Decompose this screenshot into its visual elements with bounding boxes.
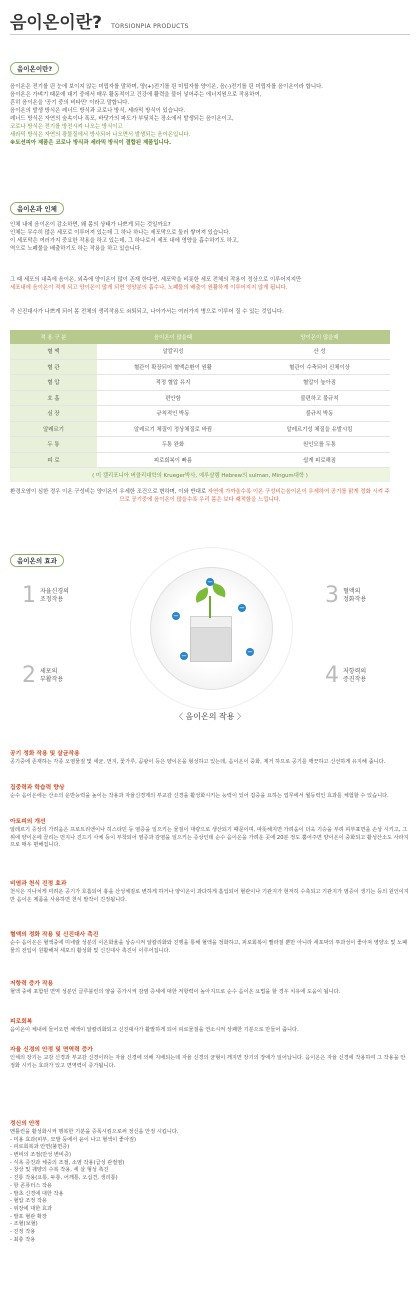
effect-item xyxy=(10,878,410,904)
effects-caption: 〈 음이온의 작용 〉 xyxy=(175,712,245,721)
effect-label xyxy=(343,668,366,684)
effect-item-text: 혈액 중에 포함된 면역 성분인 글루블린의 양을 증가시켜 감염 증세에 대한 저항력이 높아지므로 순수 음이온 요법을 할 경우 치유에 도움이 됩니다. xyxy=(10,989,341,995)
effect-label-line: 증진작용 xyxy=(343,676,367,683)
effect-label xyxy=(40,668,63,684)
section-anion-body xyxy=(10,196,410,215)
table-cell: 알레르기 xyxy=(10,421,97,437)
page-header xyxy=(10,8,410,33)
comparison-table xyxy=(10,330,390,468)
list-item: - 혈압 조정 작용 xyxy=(10,1198,47,1205)
cube-illustration xyxy=(190,624,232,662)
table-cell: 알레르기 체질이 정상체질로 바뀜 xyxy=(97,421,249,437)
effect-number: 3 xyxy=(325,583,339,608)
text-line: 흔히 음이온을 '공기 중의 비타민' 이라고 말합니다. xyxy=(10,100,130,106)
text-line: 음이온은 가벼기 때문에 대기 중에서 매우 활동적이고 건강에 활력을 불어 넣어주는 에너지원으로 작용하여, xyxy=(10,92,262,98)
table-cell: 알칼리성 xyxy=(97,344,249,359)
effect-item-text: 공기중에 존재하는 각종 오염물질 및 세균, 먼지, 꽃가루, 곰팡이 등은 양이온을 형성하고 있는데, 음이온이 중화, 제거 하므로 공기를 깨끗하고 신선하게 유지해 줍니다. xyxy=(10,759,386,765)
table-cell: 심 장 xyxy=(10,406,97,422)
mental-section xyxy=(10,1118,410,1244)
table-cell: 두 통 xyxy=(10,437,97,453)
section2-paragraph-2 xyxy=(10,276,410,292)
table-header: 양이온이 많을때 xyxy=(249,330,390,344)
effect-item-title: 저항력 증가 작용 xyxy=(10,981,54,987)
text-line: 코로나 방식은 전기를 방전시켜 나오는 방식이고 xyxy=(10,124,123,130)
mental-list xyxy=(10,1137,410,1245)
effect-item xyxy=(10,748,410,767)
page-subtitle: TORSIONPIA PRODUCTS xyxy=(111,23,189,30)
list-item: - 창상 및 궤양의 수복 작용, 세 살 형성 촉진 xyxy=(10,1167,109,1174)
mental-intro: 멘틀린을 활성화시켜 행복한 기분을 증폭시킴으로써 정신을 안정 시킵니다. xyxy=(10,1129,179,1135)
table-row xyxy=(10,344,390,359)
list-item: - 피로회복과 안면(불면증) xyxy=(10,1144,70,1151)
ion-icon: − xyxy=(247,648,253,656)
table-cell: 혈압이 높아짐 xyxy=(249,375,390,391)
effect-item-text: 순수 음이온에는 산소의 운반능력을 높이는 작용과 자율신경계의 부교감 신경을 활성화시키는 능력이 있어 집중을 요하는 업무에서 월등력인 효과를 체험할 수 있습니다. xyxy=(10,793,389,799)
list-item: - 진통 작용(요통, 두통, 어깨통, 오십견, 생리통) xyxy=(10,1175,118,1182)
section2-paragraph-3: 즉 신진대사가 나쁘게 되어 몸 전체의 생리작용도 쇠퇴되고, 나아가서는 여러가지 병으로 이루어 질 수 있는 것입니다. xyxy=(10,309,284,315)
text-line: 음이온은 전기를 띈 눈에 보이지 않는 미립자를 말하며, 양(+)전기를 띈 미립자를 양이온, 음(-)전기를 띈 미립자를 음이온이라 합니다. xyxy=(10,84,324,90)
effect-label-line: 자율신경의 xyxy=(40,588,69,595)
text-line: 세라믹 방식은 자연의 광물질에서 방사되어 나오면서 발생되는 음이온입니다. xyxy=(10,132,191,138)
table-row xyxy=(10,359,390,375)
table-cell: 혈 액 xyxy=(10,344,97,359)
effect-item-title: 아토피의 개선 xyxy=(10,819,46,825)
effect-item xyxy=(10,782,410,801)
effect-item-text: 알레르기 증상의 가려움은 프로트리엔이나 히스타민 등 염증을 일으키는 물질이 대량으로 생산되기 때문이며, 따뜻해지면 가려움이 더욱 기승을 부려 피부표면을 손상 시키고, 그 위에 양이온에 끌리는 먼지나 진드기 사체 등이 부착되어 염증과 감염을 일으키는 증상인데 순수 음이온을 가려운 곳에 20분 정도 뿜어주면 양이온이 중화되고 활성산소도 사라지므로 매우 편해집니다. xyxy=(10,827,409,849)
comparison-table-wrap xyxy=(0,330,420,504)
section-pill: 음이온과 인체 xyxy=(10,202,64,215)
effect-label xyxy=(343,588,366,604)
table-header: 적 용 구 분 xyxy=(10,330,97,344)
list-item: - 최충 작용 xyxy=(10,1236,36,1243)
table-row xyxy=(10,437,390,453)
cube-top xyxy=(190,616,232,628)
effect-item-text: 천식은 지나치게 미려운 공기가 호흡되어 흉을 산성체질로 변하게 하거나 양이온이 과다하게 흡입되어 혈관이나 기관지가 현저히 수축되고 기관지가 염증이 생기는 등의 원인이지만 음이온 제품을 사용하면 천식 발작이 진정됩니다. xyxy=(10,889,409,903)
section-what-is-anion xyxy=(10,56,410,75)
note-text: 음이온이 우세하여 공기를 맑게 정화 시켜 주므로 공기중에 음이온이 많을수록 우리 몸은 보다 쾌적함을 느낍니다. xyxy=(119,489,390,503)
note-text: 환경오염이 심한 경우 이온 구성비는 양이온이 우세한 조건으로 변하며, 이와 반대로 xyxy=(10,489,208,495)
effect-item xyxy=(10,1044,410,1070)
text-line: 그 때 세포의 내측에 음이온, 외측에 양이온이 많이 존재 한다면, 세포막을 비롯한 세포 전체의 작용이 정상으로 이루어지지만 xyxy=(10,277,302,283)
effect-number: 2 xyxy=(22,663,36,688)
effect-item-title: 집중력과 학습력 향상 xyxy=(10,785,65,791)
mental-title: 정신의 안정 xyxy=(10,1121,41,1127)
list-item: - 발포 혈관 확장 xyxy=(10,1213,47,1220)
text-line: ※토션피아 제품은 코로나 방식과 세라믹 방식이 결합된 제품입니다. xyxy=(10,140,172,146)
list-item: - 위장에 대한 효과 xyxy=(10,1205,52,1212)
sprout-stem xyxy=(209,596,211,618)
list-item: - 진정 작용 xyxy=(10,1229,36,1236)
ion-icon: − xyxy=(181,652,187,660)
table-cell: 혈관이 수축되어 신체이상 xyxy=(249,359,390,375)
section2-paragraph-1 xyxy=(10,221,410,253)
list-item: - 변비의 조절(만성 변비증) xyxy=(10,1152,71,1158)
header-divider xyxy=(10,34,410,35)
table-cell: 불규칙 박동 xyxy=(249,406,390,422)
table-row xyxy=(10,452,390,468)
table-cell: 호 흡 xyxy=(10,390,97,406)
section2-note xyxy=(10,488,390,504)
table-row xyxy=(10,390,390,406)
text-line: 인체는 무수히 많은 세포로 이루어져 있는데 그 하나 하나는 세포막으로 둘러 쌓여져 있습니다. xyxy=(10,230,231,236)
effect-label xyxy=(40,588,69,604)
table-source: ( 미 캘리포니아 버클리대학의 Krueger박사, 예루살렘 Hebrew의 sulman, Mingum대학 ) xyxy=(10,468,390,482)
effect-item-title: 피로회복 xyxy=(10,1019,33,1025)
section1-text xyxy=(10,83,410,147)
effect-label-line: 혈액의 xyxy=(343,588,361,595)
ion-icon: − xyxy=(239,604,245,612)
table-cell: 적정 혈압 유지 xyxy=(97,375,249,391)
effect-label-line: 조정작용 xyxy=(40,596,64,603)
table-cell: 쉽게 피로해짐 xyxy=(249,452,390,468)
effect-item-text: 순수 음이온은 혈액중에 미네랄 성분의 이온화율을 상승시켜 알칼리화와 진행을 통해 혈액을 정화하고, 피로회복이 빨라질 뿐만 아니라 세포막의 투과성이 좋아져 영양소 및 노폐물의 전입이 원활해져 세포의 활성화 및 신진대사 촉진이 이루어집니다. xyxy=(10,940,408,954)
effect-label-line: 세포의 xyxy=(40,668,58,675)
list-item: - 식욕 증진과 체중의 조절, 소염 작용(급성 관절염) xyxy=(10,1159,125,1166)
table-cell: 원인모를 두통 xyxy=(249,437,390,453)
effect-item-text: 인체의 장기는 교감 신경과 부교감 신경이라는 자율 신경에 의해 지배되는데 자율 신경의 균형이 깨지면 장기의 장애가 일어납니다. 음이온은 자율 신경에 작용하여 그 작용을 안정화 시키는 효과가 있고 면역력이 증가됩니다. xyxy=(10,1055,406,1069)
effect-number: 1 xyxy=(22,583,36,608)
table-row xyxy=(10,406,390,422)
table-cell: 알레르기성 체질을 유발시킴 xyxy=(249,421,390,437)
list-item: - 발초 신경에 대한 작용 xyxy=(10,1190,64,1197)
table-cell: 불편하고 불규칙 xyxy=(249,390,390,406)
text-line: 인체 내에 음이온이 감소하면, 왜 몸의 상태가 나쁘게 되는 것일까요? xyxy=(10,222,171,228)
ion-icon: − xyxy=(207,578,213,586)
list-item: - 항 콘퓨터스 작용 xyxy=(10,1182,52,1189)
list-item: - 조혈(보혈) xyxy=(10,1221,38,1228)
effect-item xyxy=(10,978,410,997)
table-header: 음이온이 많을때 xyxy=(97,330,249,344)
effect-item-title: 자율 신경의 안정 및 면역력 증가 xyxy=(10,1047,93,1053)
effect-item-title: 비염과 천식 진정 효과 xyxy=(10,881,67,887)
ion-icon: − xyxy=(173,612,179,620)
text-line: 역으로 노폐물을 배출하기도 하는 작용을 하고 있습니다. xyxy=(10,246,142,252)
table-cell: 두통 완화 xyxy=(97,437,249,453)
table-cell: 혈 압 xyxy=(10,375,97,391)
effect-item xyxy=(10,816,410,850)
effect-label-line: 정화작용 xyxy=(343,596,367,603)
effect-item-title: 공기 정화 작용 및 살균작용 xyxy=(10,751,80,757)
text-line: 음이온의 발생 방식은 레너드 방식과 코로나 방식, 세라믹 방식이 있습니다. xyxy=(10,108,186,114)
section-pill: 음이온이란? xyxy=(10,62,59,75)
effect-label-line: 저항력의 xyxy=(343,668,367,675)
text-line: 레너드 방식은 자연의 숲속이나 폭포, 바닷가의 파도가 부딪치는 장소에서 발생되는 음이온이고, xyxy=(10,116,234,122)
section-pill: 음이온의 효과 xyxy=(10,554,64,567)
effect-number: 4 xyxy=(325,663,339,688)
table-cell: 피 로 xyxy=(10,452,97,468)
table-cell: 산 성 xyxy=(249,344,390,359)
effect-label-line: 부활작용 xyxy=(40,676,64,683)
list-item: - 미용 효과(피부, 모발 등에서 윤이 나고 혈색이 좋아짐) xyxy=(10,1136,136,1143)
effect-item-title: 혈액의 정화 작용 및 신진대사 촉진 xyxy=(10,932,99,938)
table-cell: 피로회복이 빠름 xyxy=(97,452,249,468)
text-line: 이 세포막은 여러가지 중요한 작용을 하고 있는데, 그 하나로서 세포 내에 영양을 흡수하기도 하고, xyxy=(10,238,239,244)
effect-item-text: 음이온이 체내에 들어오면 체액이 알칼리화되고 신진대사가 활발하게 되어 피로물질을 연소시켜 상쾌한 기분으로 만들어 줍니다. xyxy=(10,1027,299,1033)
page-title: 음이온이란? xyxy=(10,13,102,33)
table-cell: 편안함 xyxy=(97,390,249,406)
effect-item xyxy=(10,929,410,955)
table-cell: 규칙적인 박동 xyxy=(97,406,249,422)
table-cell: 혈 관 xyxy=(10,359,97,375)
table-row xyxy=(10,375,390,391)
table-cell: 혈관이 확장되어 혈액순환이 원활 xyxy=(97,359,249,375)
table-row xyxy=(10,421,390,437)
text-line: 세포내에 음이온이 적게 되고 양이온이 많게 되면 영양분의 흡수나, 노폐물의 배출이 원활하게 이루어지지 않게 됩니다. xyxy=(10,285,288,291)
effect-item xyxy=(10,1016,410,1035)
note-text: 자연에 가까울수록 이온 구성비는 xyxy=(207,489,286,495)
